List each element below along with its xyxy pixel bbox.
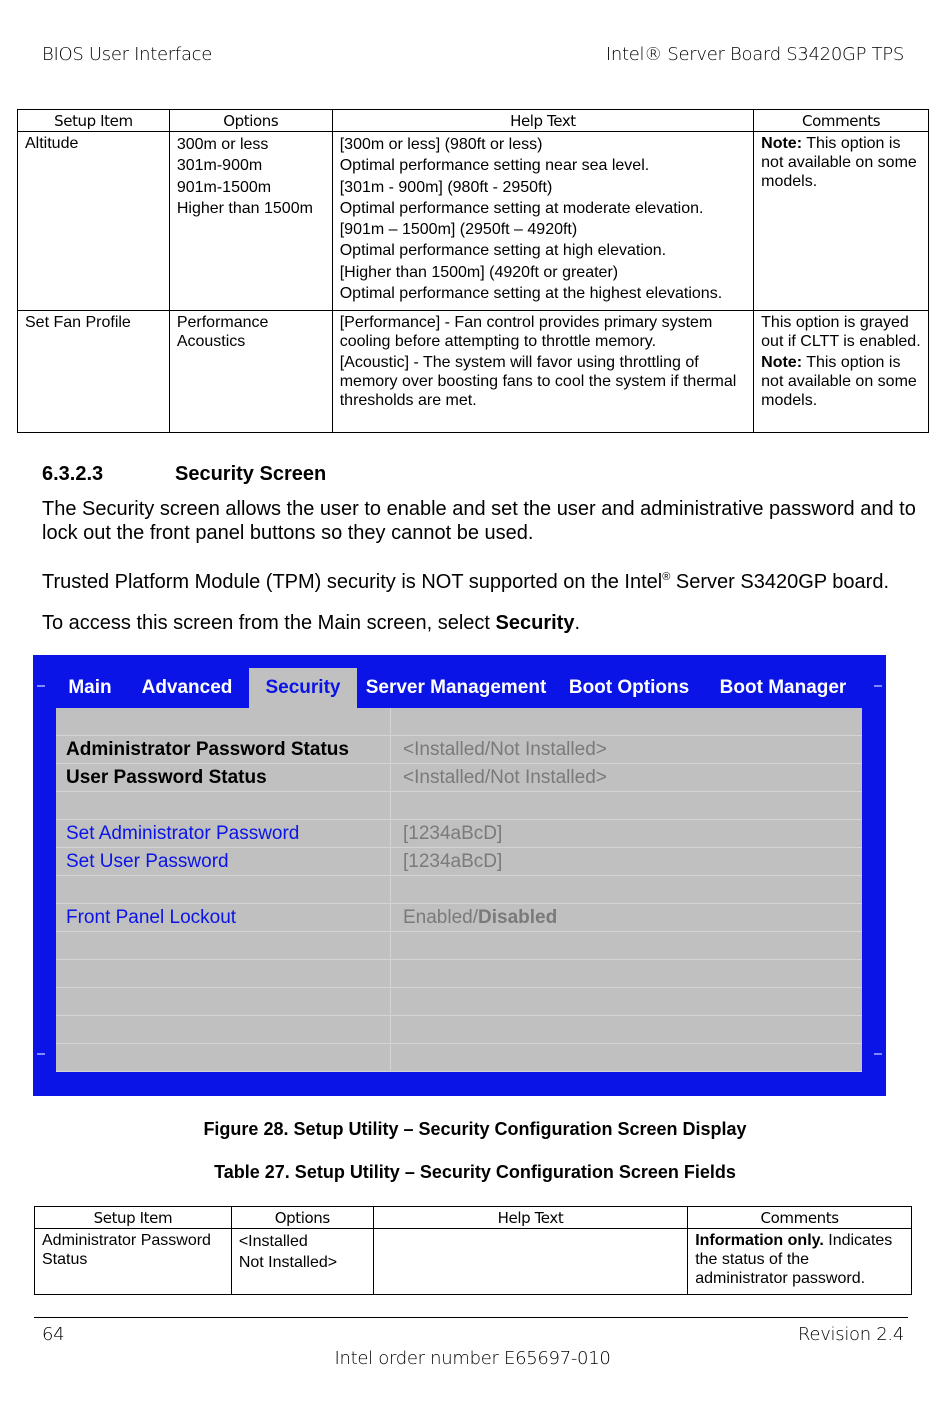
- help-line: [300m or less] (980ft or less): [339, 136, 543, 153]
- note-text: This option is not available on some models.: [761, 354, 917, 410]
- header-comments: Comments: [688, 1207, 912, 1229]
- help-line: Optimal performance setting at the highest elevations.: [339, 285, 723, 303]
- comment-cell: [688, 1229, 912, 1295]
- admin-password-status-value: <Installed/Not Installed>: [403, 739, 607, 760]
- user-password-status-value: <Installed/Not Installed>: [403, 767, 607, 788]
- help-text-cell: [332, 311, 753, 433]
- option: Not Installed>: [238, 1254, 338, 1272]
- comment-cell: [754, 311, 929, 433]
- option: 901m-1500m: [176, 178, 272, 196]
- info-label: Information only.: [695, 1232, 824, 1249]
- footer-divider: [34, 1317, 908, 1318]
- comment-text: This option is grayed out if CLTT is enabled.: [761, 314, 921, 351]
- bios-settings-panel: [56, 708, 862, 1072]
- tab-security[interactable]: Security: [249, 668, 357, 708]
- admin-password-status-label: Administrator Password Status: [66, 739, 349, 760]
- table-header-row: [18, 110, 929, 132]
- option: 301m-900m: [176, 157, 263, 175]
- running-header-right: Intel® Server Board S3420GP TPS: [605, 44, 904, 65]
- list-item: [56, 876, 862, 904]
- set-user-password-option[interactable]: Set User Password: [66, 851, 229, 872]
- paragraph: To access this screen from the Main screen, select Security.: [42, 612, 581, 634]
- set-admin-password-value[interactable]: [1234aBcD]: [403, 823, 503, 844]
- bios-tab-bar: [33, 668, 886, 708]
- comment-cell: [754, 132, 929, 311]
- options-cell: [169, 311, 332, 433]
- tab-boot-options[interactable]: Boot Options: [568, 677, 690, 698]
- section-number: 6.3.2.3: [42, 463, 104, 485]
- security-fields-table: [34, 1206, 912, 1295]
- setup-item: Set Fan Profile: [18, 311, 170, 433]
- tab-server-management[interactable]: Server Management: [365, 677, 547, 698]
- revision: Revision 2.4: [798, 1324, 904, 1345]
- list-item: [56, 988, 862, 1016]
- setup-item: Administrator Password Status: [35, 1229, 232, 1295]
- list-item: [56, 792, 862, 820]
- option: Higher than 1500m: [176, 199, 313, 217]
- list-item: [56, 1016, 862, 1044]
- list-item: [56, 736, 862, 764]
- header-options: Options: [169, 110, 332, 132]
- table-row: [18, 311, 929, 433]
- header-help-text: Help Text: [332, 110, 753, 132]
- section-heading: [42, 463, 326, 486]
- options-cell: [169, 132, 332, 311]
- running-header-left: BIOS User Interface: [42, 44, 213, 65]
- note-label: Note:: [761, 354, 803, 372]
- tab-advanced[interactable]: Advanced: [141, 677, 233, 698]
- figure-caption: Figure 28. Setup Utility – Security Configuration Screen Display: [203, 1119, 747, 1139]
- header-help-text: Help Text: [373, 1207, 687, 1229]
- header-setup-item: Setup Item: [35, 1207, 232, 1229]
- tab-boot-manager[interactable]: Boot Manager: [719, 677, 847, 698]
- page-number: 64: [42, 1324, 65, 1345]
- table-caption: Table 27. Setup Utility – Security Configuration Screen Fields: [214, 1162, 736, 1182]
- paragraph: The Security screen allows the user to enable and set the user and administrative password and to lock out the front panel buttons so they cannot be used.: [42, 498, 916, 544]
- paragraph: Trusted Platform Module (TPM) security is NOT supported on the Intel® Server S3420GP board.: [42, 571, 889, 593]
- list-item: [56, 932, 862, 960]
- help-text-cell: [332, 132, 753, 311]
- help-line: Optimal performance setting at moderate elevation.: [339, 199, 704, 217]
- help-line: Optimal performance setting at high elevation.: [339, 242, 667, 260]
- list-item: [56, 764, 862, 792]
- list-item[interactable]: [56, 848, 862, 876]
- order-number: Intel order number E65697-010: [334, 1348, 611, 1369]
- help-line: [901m – 1500m] (2950ft – 4920ft): [339, 221, 578, 239]
- option: Performance: [176, 314, 269, 332]
- option: Acoustics: [176, 333, 246, 351]
- help-line: [301m - 900m] (980ft - 2950ft): [339, 178, 553, 196]
- info-text: Indicates the status of the administrator password.: [695, 1232, 893, 1287]
- section-title: Security Screen: [175, 463, 327, 485]
- list-item: [56, 708, 862, 736]
- security-emphasis: Security: [495, 612, 575, 634]
- help-line: [Performance] - Fan control provides primary system cooling before attempting to throttle memory.: [339, 314, 713, 351]
- option: <Installed: [238, 1233, 308, 1250]
- header-options: Options: [231, 1207, 373, 1229]
- help-line: [Higher than 1500m] (4920ft or greater): [339, 263, 619, 281]
- table-row: [18, 132, 929, 311]
- front-panel-lockout-option[interactable]: Front Panel Lockout: [66, 907, 237, 928]
- help-text-cell: [373, 1229, 687, 1295]
- table-header-row: [35, 1207, 912, 1229]
- help-line: [Acoustic] - The system will favor using throttling of memory over boosting fans to cool the system if thermal thresholds are met.: [339, 354, 737, 410]
- fan-settings-table: [17, 109, 929, 433]
- set-user-password-value[interactable]: [1234aBcD]: [403, 851, 503, 872]
- set-admin-password-option[interactable]: Set Administrator Password: [66, 823, 300, 844]
- option: 300m or less: [176, 136, 269, 153]
- help-line: Optimal performance setting near sea level.: [339, 157, 650, 175]
- options-cell: [231, 1229, 373, 1295]
- header-comments: Comments: [754, 110, 929, 132]
- setup-item: Altitude: [18, 132, 170, 311]
- table-row: [35, 1229, 912, 1295]
- front-panel-lockout-value[interactable]: Enabled/Disabled: [403, 907, 558, 928]
- list-item[interactable]: [56, 904, 862, 932]
- tab-main[interactable]: Main: [68, 677, 112, 698]
- header-setup-item: Setup Item: [18, 110, 170, 132]
- note-label: Note:: [761, 135, 803, 152]
- list-item: [56, 1044, 862, 1072]
- bios-security-screen: [33, 655, 886, 1096]
- list-item: [56, 960, 862, 988]
- user-password-status-label: User Password Status: [66, 767, 267, 788]
- note-text: This option is not available on some models.: [761, 135, 917, 190]
- list-item[interactable]: [56, 820, 862, 848]
